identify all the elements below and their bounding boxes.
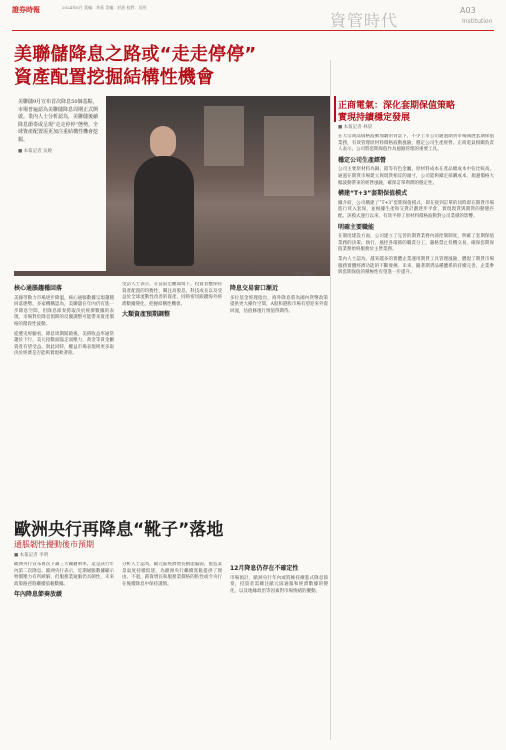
lead-subhead-2: 大類資產預期調整 bbox=[122, 311, 171, 319]
right-title-accent bbox=[334, 96, 336, 122]
second-subhead-1: 年內降息節奏放緩 bbox=[14, 591, 63, 599]
lead-paragraph-3: 受訪人士表示，在當前宏觀環境下，投資者應保持資產配置的均衡性，關注高股息、科技成長以及受益於全球流動性改善的資產，同時密切跟蹤海外經濟數據變化，把握結構性機會。 bbox=[122, 282, 222, 307]
second-column-1 bbox=[14, 562, 114, 742]
lead-title-line1: 美聯儲降息之路或“走走停停” bbox=[14, 44, 257, 65]
right-subhead-2: 構建“T+3”套期保值模式 bbox=[338, 190, 408, 198]
lead-paragraph-4: 多位基金經理指出，海外降息將為國內貨幣政策提供更大操作空間，A股和港股市場有望迎來外資回流，估值修復行情值得期待。 bbox=[230, 295, 328, 314]
right-paragraph-3: 據介紹，公司構建了“T+3”套期保值模式，即在接到訂單的同時即在期貨市場進行買入套保，並根據生產和交貨計劃逐步平倉，實現現貨與期貨的動態匹配。該模式運行以來，有效平抑了原材料價格波動對公司業績的影響。 bbox=[338, 200, 494, 219]
lead-subhead-3: 降息交易窗口漸近 bbox=[230, 285, 279, 292]
lead-intro: 美聯儲9月宣布首次降息50個基點，市場普遍認為美聯儲降息周期正式開啟。業內人士分析認為，美聯儲後續降息節奏或呈現“走走停停”態勢，全球資產配置需更加注重結構性機會挖掘。 bbox=[18, 99, 99, 143]
second-title: 歐洲央行再降息“靴子”落地 bbox=[14, 520, 224, 540]
section-title: 資管時代 bbox=[330, 11, 399, 30]
right-subhead-3: 明確主要職能 bbox=[338, 223, 375, 231]
lead-paragraph-1: 美國勞動力市場逐步降溫，核心通脹數據呈現趨穩回落態勢。多家機構認為，美聯儲在年內仍有進一步降息空間，但降息節奏將取決於經濟數據的表現，市場對於降息預期的反覆調整可能帶來資產價格的階段性波動。 bbox=[14, 295, 114, 327]
right-paragraph-4: 在制度建設方面，公司建立了完善的期貨業務內部控制制度，明確了套期保值業務的決策、執行、風控各環節的職責分工，嚴格禁止投機交易，確保套期保值業務始終服務於主營業務。 bbox=[338, 234, 494, 253]
right-subhead-1: 穩定公司生產經營 bbox=[338, 156, 387, 164]
right-column bbox=[338, 134, 494, 740]
lead-title-line2: 資產配置挖掘結構性機會 bbox=[14, 67, 215, 88]
lead-column-2 bbox=[122, 282, 222, 507]
newspaper-logo: 證券時報 bbox=[12, 5, 40, 14]
right-paragraph-1: 在大宗商品價格波動加劇的背景下，不少上市公司通過期貨市場開展套期保值業務，有效管理原材料價格波動風險，穩定公司生產經營。正商電氣相關負責人表示，公司將套期保值作為風險管理的重要工具。 bbox=[338, 134, 494, 153]
lead-intro-box bbox=[14, 96, 106, 271]
person-head-shape bbox=[150, 126, 176, 158]
right-title-line1: 正商電氣：深化套期保值策略 bbox=[338, 101, 456, 111]
second-subhead-2: 12月降息仍存在不確定性 bbox=[230, 565, 299, 572]
lead-author: ■ 本報記者 吳曉 bbox=[18, 149, 53, 154]
section-title-en: Institution bbox=[462, 18, 493, 25]
person-figure-shape bbox=[134, 156, 194, 266]
right-paragraph-5: 業內人士認為，越來越多的實體企業運用期貨工具管理風險，體現了期貨市場服務實體經濟功能的不斷發揮。未來，隨著期貨品種體系的持續完善，企業參與套期保值的積極性有望進一步提升。 bbox=[338, 256, 494, 276]
right-author: ■ 本報記者 林晨 bbox=[338, 125, 373, 130]
lead-paragraph-2: 從歷史經驗看，降息周期開啟後，美債收益率通常趨於下行，美元指數面臨走弱壓力，黃金等貴金屬資產有望受益。與此同時，權益市場表現則更多取決於經濟是否能夠實現軟著陸。 bbox=[14, 331, 114, 357]
lead-subhead-1: 核心通脹趨穩回落 bbox=[14, 285, 63, 292]
column-divider bbox=[330, 60, 331, 740]
second-paragraph-3: 市場預計，歐洲央行年內或將維持漸進式降息節奏，投資者需關注歐元區通脹和經濟數據的變化，以及地緣政治等因素對市場情緒的擾動。 bbox=[230, 575, 328, 594]
second-column-2 bbox=[122, 562, 222, 742]
second-subtitle: 通脹韌性擾動後市預期 bbox=[14, 540, 94, 549]
header-rule bbox=[12, 30, 494, 31]
second-author: ■ 本報記者 李明 bbox=[14, 553, 49, 558]
right-title-line2: 實現持續穩定發展 bbox=[338, 113, 411, 123]
second-paragraph-2: 分析人士認為，歐元區經濟增長動能偏弱，製造業景氣度持續低迷，為歐洲央行繼續寬鬆提供了理由。不過，薪資增長和服務業價格的粘性或令央行在後續降息中保持謹慎。 bbox=[122, 562, 222, 587]
right-paragraph-2: 公司主要原材料為銅、鋁等有色金屬，原材料成本在產品總成本中佔比較高。通過在期貨市場建立與現貨相反的頭寸，公司能夠鎖定採購成本，規避價格大幅波動帶來的經營風險，確保訂單利潤的穩定性。 bbox=[338, 167, 494, 186]
page-number: A03 bbox=[460, 6, 476, 15]
photo-credit: 視覺中國圖片 bbox=[292, 271, 316, 276]
date-line: 2024年6月 責編：李嘉 美編：於波 校對：吳明 bbox=[62, 5, 147, 10]
second-paragraph-1: 歐洲央行宣布再次下調三大關鍵利率，這是該行年內第二次降息。歐洲央行表示，近期通脹數據顯示物價壓力有所緩解，但服務業通脹仍具韌性，未來政策路徑將繼續依賴數據。 bbox=[14, 562, 114, 587]
lead-column-3 bbox=[230, 282, 328, 507]
lead-column-1 bbox=[14, 282, 114, 507]
second-column-3 bbox=[230, 562, 328, 742]
